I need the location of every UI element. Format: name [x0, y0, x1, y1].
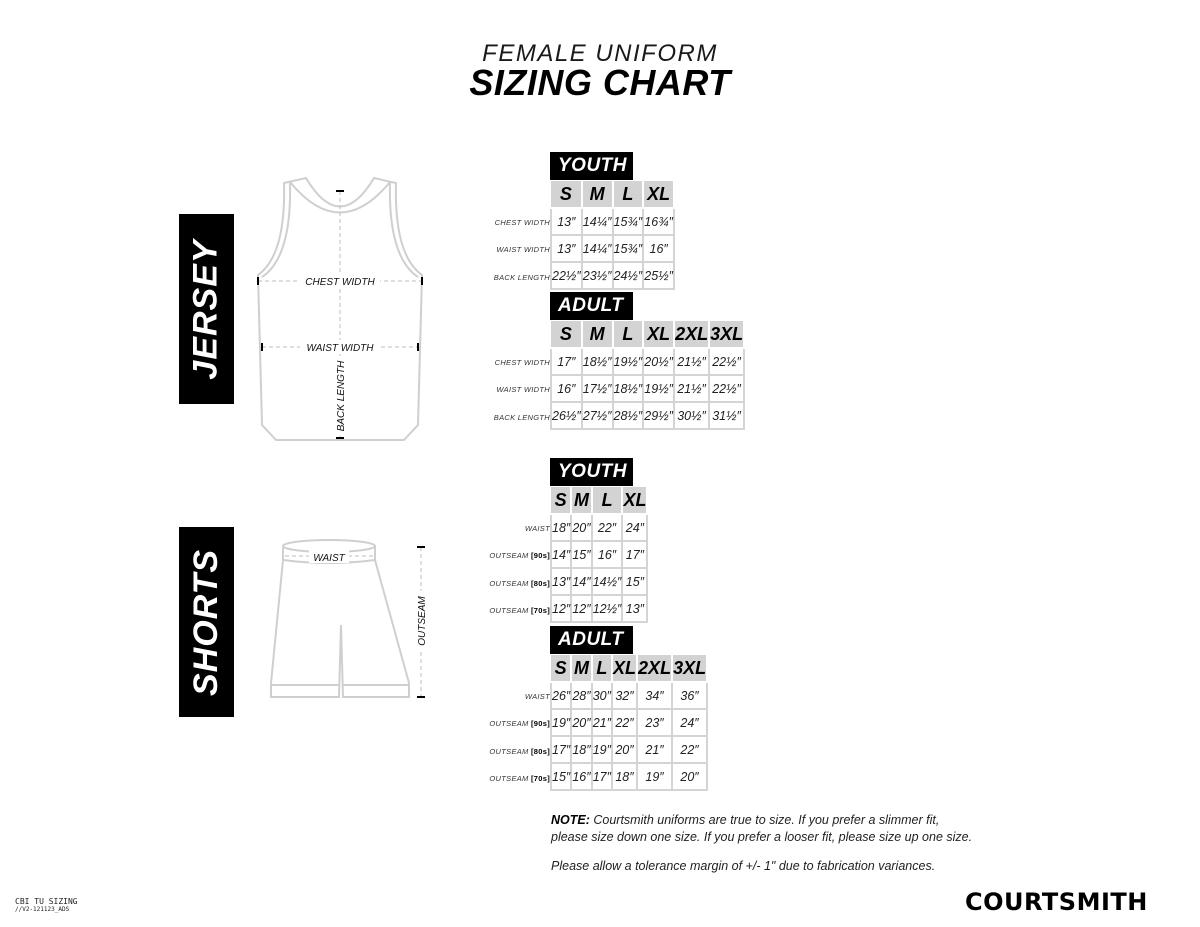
table-row: [551, 709, 707, 736]
measurement-cell: 17″: [592, 763, 612, 790]
size-header: S: [551, 487, 571, 514]
row-label-text: OUTSEAM: [489, 551, 531, 561]
size-header: S: [551, 181, 582, 208]
size-header: L: [613, 181, 644, 208]
back-length-label: BACK LENGTH: [336, 360, 347, 432]
measurement-cell: 22″: [612, 709, 637, 736]
table-row: [551, 568, 647, 595]
row-label-text: OUTSEAM: [489, 578, 531, 588]
waist-width-label: WAIST WIDTH: [306, 343, 374, 354]
measurement-cell: 22½″: [709, 375, 744, 402]
shorts-adult-label: ADULT: [550, 626, 633, 654]
note-line-2: please size down one size. If you prefer a looser fit, please size up one size.: [551, 830, 973, 844]
measurement-cell: 12″: [571, 595, 591, 622]
measurement-cell: 19″: [637, 763, 672, 790]
size-header: M: [571, 655, 591, 682]
shorts-youth-label: YOUTH: [550, 458, 633, 486]
size-header: L: [592, 487, 623, 514]
measurement-cell: 22½″: [709, 348, 744, 375]
measurement-cell: 16″: [592, 541, 623, 568]
size-header: M: [571, 487, 591, 514]
row-label: [494, 413, 550, 422]
note-prefix: NOTE:: [551, 813, 590, 827]
measurement-cell: 23″: [637, 709, 672, 736]
measurement-cell: 13″: [551, 208, 582, 235]
measurement-cell: 28½″: [613, 402, 644, 429]
measurement-cell: 30½″: [674, 402, 709, 429]
row-label: [496, 385, 550, 394]
measurement-cell: 22½″: [551, 262, 582, 289]
shorts-youth-grid: [550, 487, 648, 623]
outseam-label: OUTSEAM: [417, 596, 428, 646]
measurement-cell: 34″: [637, 682, 672, 709]
shorts-diagram: [265, 535, 435, 705]
jersey-adult-label: ADULT: [550, 292, 633, 320]
jersey-adult-grid: [550, 321, 745, 430]
table-row: [551, 682, 707, 709]
size-header: 2XL: [637, 655, 672, 682]
measurement-cell: 31½″: [709, 402, 744, 429]
document-code-line-2: //V2-121123_ADS: [15, 906, 70, 913]
row-label: [495, 218, 550, 227]
row-label: [525, 524, 550, 533]
measurement-cell: 17″: [551, 348, 582, 375]
measurement-cell: 20½″: [643, 348, 674, 375]
size-header: S: [551, 321, 582, 348]
size-header-row: [551, 487, 647, 514]
row-label-text: WAIST WIDTH: [496, 245, 550, 255]
table-row: [551, 262, 674, 289]
jersey-youth-grid: [550, 181, 675, 290]
measurement-cell: 32″: [612, 682, 637, 709]
table-row: [551, 208, 674, 235]
size-header: L: [592, 655, 612, 682]
jersey-youth-label: YOUTH: [550, 152, 633, 180]
row-label: [489, 606, 550, 615]
measurement-cell: 18½″: [613, 375, 644, 402]
shorts-adult-grid: [550, 655, 708, 791]
measurement-cell: 26½″: [551, 402, 582, 429]
row-label: [489, 551, 550, 560]
measurement-cell: 20″: [571, 709, 591, 736]
measurement-cell: 16″: [571, 763, 591, 790]
note-block: [551, 812, 972, 875]
measurement-cell: 21½″: [674, 375, 709, 402]
measurement-cell: 21½″: [674, 348, 709, 375]
measurement-cell: 15¾″: [613, 235, 644, 262]
measurement-cell: 23½″: [582, 262, 613, 289]
measurement-cell: 14¼″: [582, 208, 613, 235]
size-header: XL: [612, 655, 637, 682]
measurement-cell: 22″: [672, 736, 707, 763]
measurement-cell: 18½″: [582, 348, 613, 375]
measurement-cell: 20″: [672, 763, 707, 790]
size-header-row: [551, 181, 674, 208]
row-label: [496, 245, 550, 254]
row-label-text: CHEST WIDTH: [494, 358, 550, 367]
row-label-tag: [90s]: [530, 551, 550, 561]
table-row: [551, 235, 674, 262]
measurement-cell: 16″: [643, 235, 674, 262]
row-label-text: OUTSEAM: [489, 719, 531, 729]
measurement-cell: 14½″: [592, 568, 623, 595]
row-label-text: BACK LENGTH: [493, 412, 550, 422]
table-row: [551, 375, 744, 402]
measurement-cell: 19½″: [643, 375, 674, 402]
measurement-cell: 14″: [551, 541, 571, 568]
measurement-cell: 15″: [622, 568, 647, 595]
measurement-cell: 26″: [551, 682, 571, 709]
measurement-cell: 18″: [571, 736, 591, 763]
note-line-1: [551, 812, 972, 829]
size-header: L: [613, 321, 644, 348]
measurement-cell: 29½″: [643, 402, 674, 429]
measurement-cell: 25½″: [643, 262, 674, 289]
table-row: [551, 763, 707, 790]
row-label: [495, 358, 550, 367]
measurement-cell: 15″: [551, 763, 571, 790]
document-code: [15, 898, 78, 914]
note-line-3: Please allow a tolerance margin of +/- 1" due to fabrication variances.: [551, 859, 936, 873]
measurement-cell: 20″: [571, 514, 591, 541]
measurement-cell: 13″: [622, 595, 647, 622]
row-label: [489, 579, 550, 588]
shorts-side-label: [179, 527, 234, 717]
measurement-cell: 17″: [551, 736, 571, 763]
row-label: [489, 747, 550, 756]
table-row: [551, 402, 744, 429]
row-label: [489, 774, 550, 783]
measurement-cell: 12½″: [592, 595, 623, 622]
row-label: [494, 273, 550, 282]
measurement-cell: 15¾″: [613, 208, 644, 235]
measurement-cell: 19½″: [613, 348, 644, 375]
measurement-cell: 18″: [612, 763, 637, 790]
size-header: 2XL: [674, 321, 709, 348]
size-header: XL: [643, 181, 674, 208]
jersey-diagram: [254, 175, 426, 445]
size-header: M: [582, 321, 613, 348]
measurement-cell: 13″: [551, 568, 571, 595]
row-label-tag: [80s]: [530, 746, 550, 756]
row-label-tag: [70s]: [530, 773, 550, 783]
measurement-cell: 15″: [571, 541, 591, 568]
measurement-cell: 14¼″: [582, 235, 613, 262]
size-header: 3XL: [709, 321, 744, 348]
brand-logo: COURTSMITH: [965, 888, 1148, 916]
measurement-cell: 24″: [672, 709, 707, 736]
row-label-text: WAIST: [524, 692, 550, 701]
measurement-cell: 24½″: [613, 262, 644, 289]
chest-width-label: CHEST WIDTH: [305, 277, 375, 288]
row-label-text: BACK LENGTH: [493, 272, 550, 282]
table-row: [551, 541, 647, 568]
measurement-cell: 36″: [672, 682, 707, 709]
measurement-cell: 12″: [551, 595, 571, 622]
row-label-text: WAIST WIDTH: [496, 385, 550, 395]
measurement-cell: 18″: [551, 514, 571, 541]
measurement-cell: 16″: [551, 375, 582, 402]
size-header-row: [551, 321, 744, 348]
row-label-tag: [90s]: [530, 719, 550, 729]
row-label: [489, 719, 550, 728]
note-line-1-text: Courtsmith uniforms are true to size. If you prefer a slimmer fit,: [589, 813, 940, 827]
size-header: XL: [643, 321, 674, 348]
row-label-text: OUTSEAM: [489, 605, 531, 615]
row-label-text: OUTSEAM: [489, 773, 531, 783]
measurement-cell: 19″: [551, 709, 571, 736]
table-row: [551, 736, 707, 763]
measurement-cell: 21″: [637, 736, 672, 763]
jersey-side-label-text: JERSEY: [187, 238, 225, 380]
row-label-text: WAIST: [524, 524, 550, 533]
table-row: [551, 348, 744, 375]
row-label-text: CHEST WIDTH: [494, 218, 550, 227]
row-label-tag: [70s]: [530, 605, 550, 615]
size-header: S: [551, 655, 571, 682]
table-row: [551, 595, 647, 622]
document-code-line-1: CBI TU SIZING: [15, 897, 78, 906]
row-label: [525, 692, 550, 701]
measurement-cell: 17½″: [582, 375, 613, 402]
measurement-cell: 17″: [622, 541, 647, 568]
measurement-cell: 30″: [592, 682, 612, 709]
measurement-cell: 16¾″: [643, 208, 674, 235]
measurement-cell: 13″: [551, 235, 582, 262]
measurement-cell: 14″: [571, 568, 591, 595]
size-header-row: [551, 655, 707, 682]
measurement-cell: 22″: [592, 514, 623, 541]
size-header: 3XL: [672, 655, 707, 682]
table-row: [551, 514, 647, 541]
row-label-tag: [80s]: [530, 578, 550, 588]
jersey-side-label: [179, 214, 234, 404]
measurement-cell: 27½″: [582, 402, 613, 429]
shorts-side-label-text: SHORTS: [187, 548, 226, 696]
row-label-text: OUTSEAM: [489, 746, 531, 756]
size-header: XL: [622, 487, 647, 514]
waist-label: WAIST: [313, 553, 345, 564]
measurement-cell: 20″: [612, 736, 637, 763]
measurement-cell: 19″: [592, 736, 612, 763]
page-title: SIZING CHART: [469, 62, 731, 103]
measurement-cell: 28″: [571, 682, 591, 709]
measurement-cell: 21″: [592, 709, 612, 736]
title-line-1: FEMALE UNIFORM: [482, 40, 718, 67]
size-header: M: [582, 181, 613, 208]
measurement-cell: 24″: [622, 514, 647, 541]
